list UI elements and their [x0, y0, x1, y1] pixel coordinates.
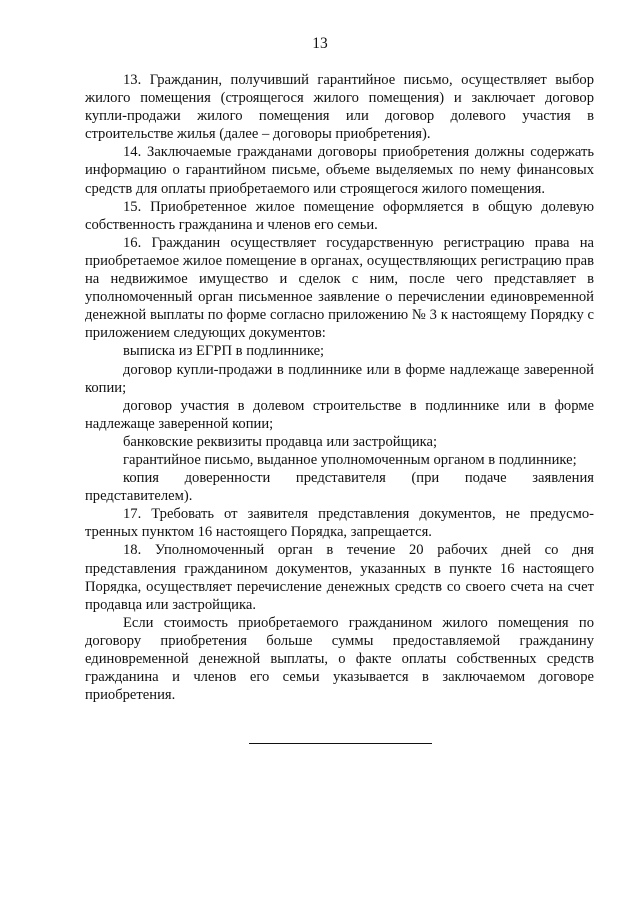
- document-list-item: договор купли-продажи в подлиннике или в форме надлежаще заверенной копии;: [85, 361, 594, 396]
- page-number: 13: [312, 35, 328, 52]
- paragraph-13: 13. Гражданин, получивший гарантийное письмо, осуществляет выбор жилого помещения (строящегося жилого помещения) и заключает договор купли-продажи жилого помещения или договор долевого участия в строительстве жилья (далее – договоры приобретения).: [85, 72, 594, 143]
- paragraph-14: 14. Заключаемые гражданами договоры приобретения должны содержать информацию о гарантийном письме, объеме выделяемых по нему финансовых средств для оплаты приобретаемого или строящегося жилого помещения.: [85, 144, 594, 197]
- document-body: [85, 71, 594, 704]
- paragraph-17: 17. Требовать от заявителя представления документов, не предусмо-тренных пунктом 16 настоящего Порядка, запрещается.: [85, 506, 594, 541]
- paragraph-15: 15. Приобретенное жилое помещение оформляется в общую долевую собственность гражданина и членов его семьи.: [85, 198, 594, 233]
- document-list-item: банковские реквизиты продавца или застройщика;: [123, 433, 438, 450]
- document-list-item: копия доверенности представителя (при подаче заявления представителем).: [85, 470, 594, 505]
- paragraph-16: 16. Гражданин осуществляет государственную регистрацию права на приобретаемое жилое помещение в органах, осуществляющих регистрацию прав на недвижимое имущество и сделок с ним, после чего представляет в уполномоченный орган письменное заявление о перечислении единовременной денежной выплаты по форме согласно приложению № 3 к настоящему Порядку с приложением следующих документов:: [85, 234, 594, 342]
- paragraph-18: 18. Уполномоченный орган в течение 20 рабочих дней со дня представления гражданином документов, указанных в пункте 16 настоящего Порядка, осуществляет перечисление денежных средств со своего счета на счет продавца или застройщика.: [85, 542, 594, 613]
- document-list-item: гарантийное письмо, выданное уполномоченным органом в подлиннике;: [123, 451, 577, 468]
- document-list-item: договор участия в долевом строительстве в подлиннике или в форме надлежаще заверенной копии;: [85, 397, 594, 432]
- closing-rule: [249, 743, 432, 744]
- document-list-item: выписка из ЕГРП в подлиннике;: [123, 343, 325, 360]
- paragraph-18-continuation: Если стоимость приобретаемого гражданином жилого помещения по договору приобретения больше суммы предоставляемой гражданину единовременной денежной выплаты, о факте оплаты собственных средств гражданина и членов его семьи указывается в заключаемом договоре приобретения.: [85, 614, 594, 704]
